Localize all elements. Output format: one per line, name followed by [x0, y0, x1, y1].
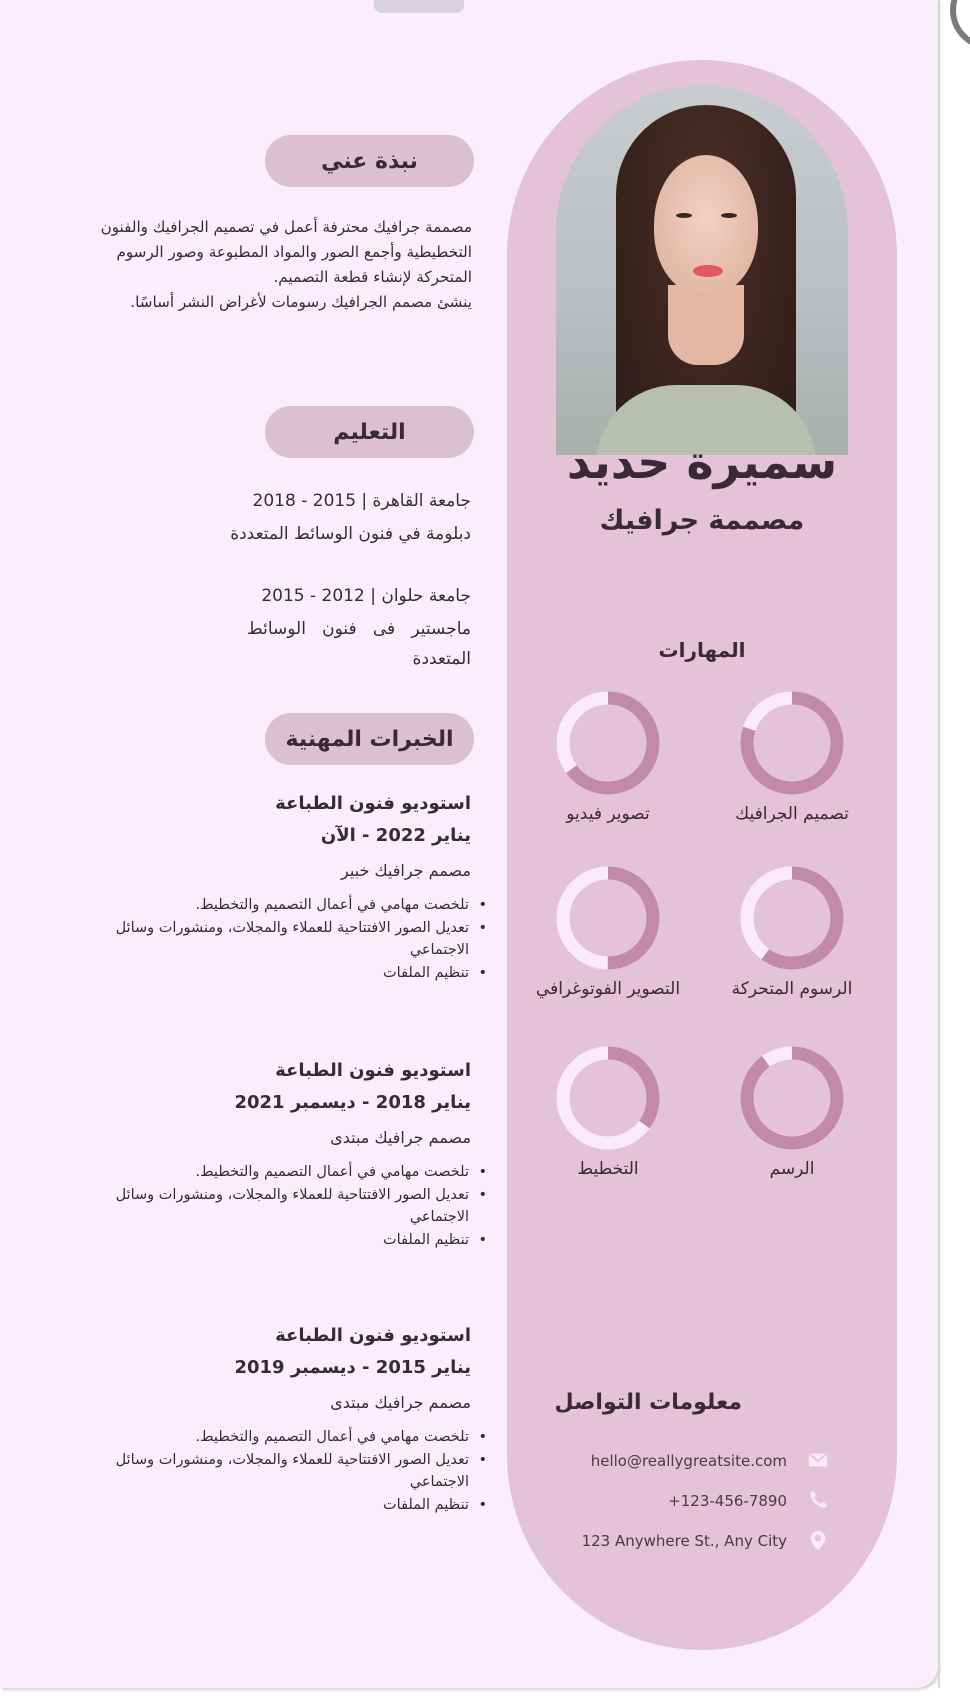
- about-heading: نبذة عني: [265, 135, 474, 187]
- job-bullets: [116, 1426, 491, 1516]
- page-edge: [938, 0, 940, 1688]
- job-role: مصمم جرافيك مبتدى: [330, 1393, 471, 1412]
- education-school: جامعة حلوان | 2012 - 2015: [261, 586, 471, 606]
- next-page-corner: [950, 0, 970, 50]
- education-heading: التعليم: [265, 406, 474, 458]
- job-period: يناير 2022 - الآن: [320, 825, 471, 846]
- education-school: جامعة القاهرة | 2015 - 2018: [252, 491, 471, 511]
- job-company: استوديو فنون الطباعة: [275, 1060, 471, 1081]
- education-entry: [230, 485, 471, 551]
- about-text: [22, 215, 472, 315]
- skill-item: تصميم الجرافيك: [707, 690, 877, 824]
- contact-heading: معلومات التواصل: [554, 1390, 742, 1415]
- skill-item: التخطيط: [523, 1045, 693, 1179]
- job-bullet: • تعديل الصور الافتتاحية للعملاء والمجلات، ومنشورات وسائل الاجتماعي: [116, 917, 491, 962]
- page-drag-handle[interactable]: [374, 0, 464, 13]
- job-period: يناير 2018 - ديسمبر 2021: [234, 1092, 471, 1113]
- job-bullet: • تلخصت مهامي في أعمال التصميم والتخطيط.: [116, 1161, 491, 1184]
- skill-item: التصوير الفوتوغرافي: [523, 865, 693, 999]
- job-bullet: • تلخصت مهامي في أعمال التصميم والتخطيط.: [116, 1426, 491, 1449]
- education-entry: [247, 580, 471, 672]
- skill-item: تصوير فيديو: [523, 690, 693, 824]
- experience-heading: الخبرات المهنية: [265, 713, 474, 765]
- education-degree: المتعددة: [412, 649, 471, 669]
- job-bullet: • تعديل الصور الافتتاحية للعملاء والمجلات، ومنشورات وسائل الاجتماعي: [116, 1449, 491, 1494]
- job-bullet: • تعديل الصور الافتتاحية للعملاء والمجلات، ومنشورات وسائل الاجتماعي: [116, 1184, 491, 1229]
- education-degree: ماجستير فى فنون الوسائط: [246, 619, 471, 639]
- job-bullet: • تنظيم الملفات: [116, 1229, 491, 1252]
- contact-email[interactable]: hello@reallygreatsite.com: [591, 1452, 787, 1470]
- job-company: استوديو فنون الطباعة: [275, 1325, 471, 1346]
- about-line: مصممة جرافيك محترفة أعمل في تصميم الجرافيك والفنون: [100, 218, 472, 236]
- skill-item: الرسم: [707, 1045, 877, 1179]
- skill-ring: [739, 865, 845, 971]
- profile-sidebar: [507, 60, 897, 1650]
- job-bullet: • تلخصت مهامي في أعمال التصميم والتخطيط.: [116, 894, 491, 917]
- profile-title: مصممة جرافيك: [599, 505, 805, 536]
- skills-heading: المهارات: [658, 638, 746, 662]
- skill-ring: [739, 690, 845, 796]
- skill-ring: [555, 865, 661, 971]
- job-entry: [116, 1055, 471, 1251]
- job-bullet: • تنظيم الملفات: [116, 962, 491, 985]
- job-role: مصمم جرافيك مبتدى: [330, 1128, 471, 1147]
- skill-ring: [555, 1045, 661, 1151]
- profile-photo: [556, 85, 848, 455]
- about-line: ينشئ مصمم الجرافيك رسومات لأغراض النشر أساسًا.: [130, 293, 472, 311]
- job-bullets: [116, 894, 491, 984]
- phone-icon: [807, 1489, 829, 1511]
- job-company: استوديو فنون الطباعة: [275, 793, 471, 814]
- envelope-icon: [807, 1449, 829, 1471]
- job-period: يناير 2015 - ديسمبر 2019: [234, 1357, 471, 1378]
- skill-ring: [555, 690, 661, 796]
- about-line: المتحركة لإنشاء قطعة التصميم.: [273, 268, 472, 286]
- contact-address: 123 Anywhere St., Any City: [582, 1532, 787, 1550]
- about-line: التخطيطية وأجمع الصور والمواد المطبوعة وصور الرسوم: [116, 243, 472, 261]
- location-pin-icon: [807, 1529, 829, 1551]
- skill-ring: [739, 1045, 845, 1151]
- job-bullets: [116, 1161, 491, 1251]
- education-degree: دبلومة في فنون الوسائط المتعددة: [230, 524, 471, 544]
- profile-name: سميرة حديد: [566, 435, 838, 489]
- job-bullet: • تنظيم الملفات: [116, 1494, 491, 1517]
- contact-phone[interactable]: +123-456-7890: [668, 1492, 787, 1510]
- skill-item: الرسوم المتحركة: [707, 865, 877, 999]
- job-role: مصمم جرافيك خبير: [340, 861, 471, 880]
- job-entry: [116, 788, 471, 984]
- job-entry: [116, 1320, 471, 1516]
